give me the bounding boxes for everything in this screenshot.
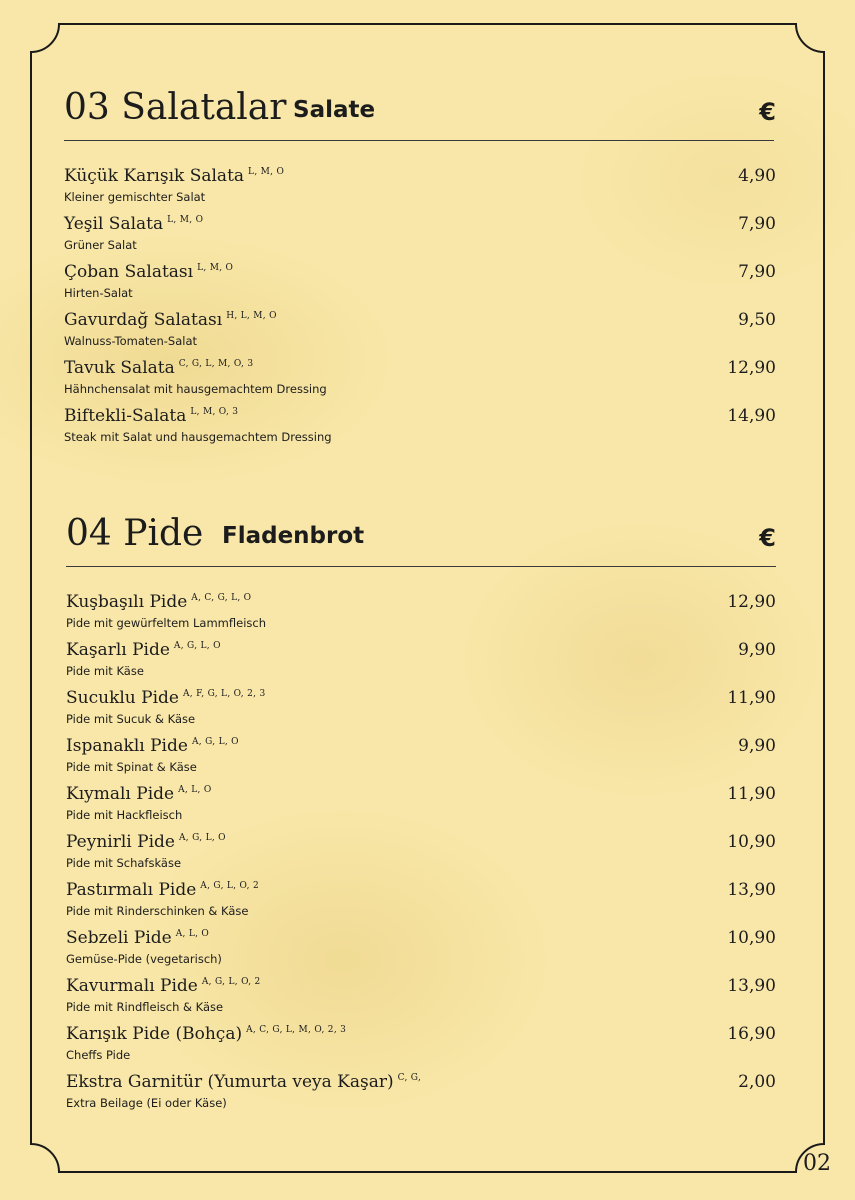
item-name: Çoban Salatası (64, 262, 194, 282)
item-name: Kuşbaşılı Pide (66, 592, 188, 612)
item-allergens: L, M, O (167, 215, 204, 225)
menu-item (66, 590, 776, 638)
menu-item (66, 1070, 776, 1118)
page-number: 02 (803, 1151, 831, 1176)
item-name: Tavuk Salata (64, 358, 175, 378)
section-subtitle: Salate (293, 97, 376, 123)
menu-item (64, 404, 776, 452)
item-allergens: A, G, L, O, 2 (200, 881, 259, 891)
item-name: Kıymalı Pide (66, 784, 175, 804)
item-name: Biftekli-Salata (64, 406, 187, 426)
item-name: Küçük Karışık Salata (64, 166, 245, 186)
item-name-line (66, 638, 221, 662)
item-name: Kavurmalı Pide (66, 976, 198, 996)
section-subtitle: Fladenbrot (222, 523, 365, 549)
item-description: Pide mit Käse (66, 664, 144, 678)
item-description: Grüner Salat (64, 238, 137, 252)
item-allergens: A, F, G, L, O, 2, 3 (182, 689, 266, 699)
menu-item (64, 308, 776, 356)
item-price: 14,90 (727, 406, 776, 426)
section-divider (64, 140, 774, 141)
item-description: Cheffs Pide (66, 1048, 131, 1062)
item-name: Yeşil Salata (64, 214, 164, 234)
item-price: 4,90 (738, 166, 776, 186)
item-name-line (64, 260, 233, 284)
item-allergens: C, G, L, M, O, 3 (178, 359, 254, 369)
item-name: Peynirli Pide (66, 832, 175, 852)
item-description: Walnuss-Tomaten-Salat (64, 334, 198, 348)
item-allergens: L, M, O, 3 (190, 407, 239, 417)
item-price: 7,90 (738, 262, 776, 282)
menu-item (64, 356, 776, 404)
item-price: 7,90 (738, 214, 776, 234)
item-description: Pide mit Spinat & Käse (66, 760, 197, 774)
item-allergens: L, M, O (248, 167, 285, 177)
item-description: Pide mit Schafskäse (66, 856, 182, 870)
section-header (64, 82, 776, 126)
item-allergens: A, L, O (175, 929, 210, 939)
section-title: 03 Salatalar (64, 87, 287, 128)
item-price: 16,90 (727, 1024, 776, 1044)
currency-label: € (759, 524, 776, 552)
item-allergens: C, G, (397, 1073, 422, 1083)
item-name: Karışık Pide (Bohça) (66, 1024, 243, 1044)
item-name-line (64, 212, 203, 236)
item-name: Kaşarlı Pide (66, 640, 170, 660)
item-price: 13,90 (727, 880, 776, 900)
item-name-line (66, 974, 261, 998)
item-name-line (66, 878, 259, 902)
item-name-line (66, 686, 266, 710)
item-name-line (66, 590, 251, 614)
item-allergens: H, L, M, O (226, 311, 277, 321)
item-allergens: A, G, L, O (191, 737, 239, 747)
item-name-line (66, 1070, 421, 1094)
item-description: Extra Beilage (Ei oder Käse) (66, 1096, 227, 1110)
menu-item (66, 686, 776, 734)
section-salatalar (64, 82, 776, 444)
menu-item (66, 926, 776, 974)
section-pide (66, 508, 776, 1110)
menu-item (66, 830, 776, 878)
menu-item (66, 974, 776, 1022)
item-allergens: A, G, L, O (178, 833, 226, 843)
item-name-line (64, 356, 253, 380)
item-name: Sebzeli Pide (66, 928, 172, 948)
item-allergens: A, G, L, O, 2 (201, 977, 261, 987)
menu-item (64, 260, 776, 308)
item-description: Steak mit Salat und hausgemachtem Dressing (64, 430, 332, 444)
item-description: Pide mit Hackfleisch (66, 808, 183, 822)
item-name-line (64, 404, 238, 428)
item-name: Pastırmalı Pide (66, 880, 197, 900)
item-name: Sucuklu Pide (66, 688, 179, 708)
item-price: 9,90 (738, 640, 776, 660)
menu-item (66, 878, 776, 926)
item-name-line (64, 308, 277, 332)
section-title: 04 Pide (66, 513, 204, 554)
item-price: 9,50 (738, 310, 776, 330)
section-header (66, 508, 776, 552)
menu-item (64, 212, 776, 260)
menu-item (66, 638, 776, 686)
item-allergens: A, C, G, L, O (191, 593, 252, 603)
item-description: Pide mit gewürfeltem Lammfleisch (66, 616, 267, 630)
item-description: Kleiner gemischter Salat (64, 190, 206, 204)
item-description: Pide mit Sucuk & Käse (66, 712, 196, 726)
item-allergens: A, L, O (178, 785, 212, 795)
menu-item (66, 1022, 776, 1070)
currency-label: € (759, 98, 776, 126)
item-allergens: A, G, L, O (173, 641, 221, 651)
item-price: 10,90 (727, 832, 776, 852)
item-description: Hähnchensalat mit hausgemachtem Dressing (64, 382, 327, 396)
item-name-line (66, 782, 212, 806)
item-price: 12,90 (727, 592, 776, 612)
item-price: 2,00 (738, 1072, 776, 1092)
item-price: 13,90 (727, 976, 776, 996)
item-allergens: A, C, G, L, M, O, 2, 3 (246, 1025, 347, 1035)
item-name-line (66, 830, 226, 854)
menu-item (64, 164, 776, 212)
item-description: Hirten-Salat (64, 286, 133, 300)
item-name: Ispanaklı Pide (66, 736, 188, 756)
item-price: 11,90 (727, 784, 776, 804)
item-name: Ekstra Garnitür (Yumurta veya Kaşar) (66, 1072, 394, 1092)
menu-item (66, 734, 776, 782)
item-name-line (66, 1022, 346, 1046)
menu-item (66, 782, 776, 830)
item-allergens: L, M, O (197, 263, 234, 273)
item-description: Pide mit Rindfleisch & Käse (66, 1000, 224, 1014)
item-name-line (64, 164, 284, 188)
item-price: 12,90 (727, 358, 776, 378)
section-divider (66, 566, 776, 567)
item-name-line (66, 926, 209, 950)
item-name: Gavurdağ Salatası (64, 310, 223, 330)
item-description: Gemüse-Pide (vegetarisch) (66, 952, 222, 966)
item-price: 9,90 (738, 736, 776, 756)
item-price: 11,90 (727, 688, 776, 708)
item-price: 10,90 (727, 928, 776, 948)
item-description: Pide mit Rinderschinken & Käse (66, 904, 249, 918)
item-name-line (66, 734, 239, 758)
